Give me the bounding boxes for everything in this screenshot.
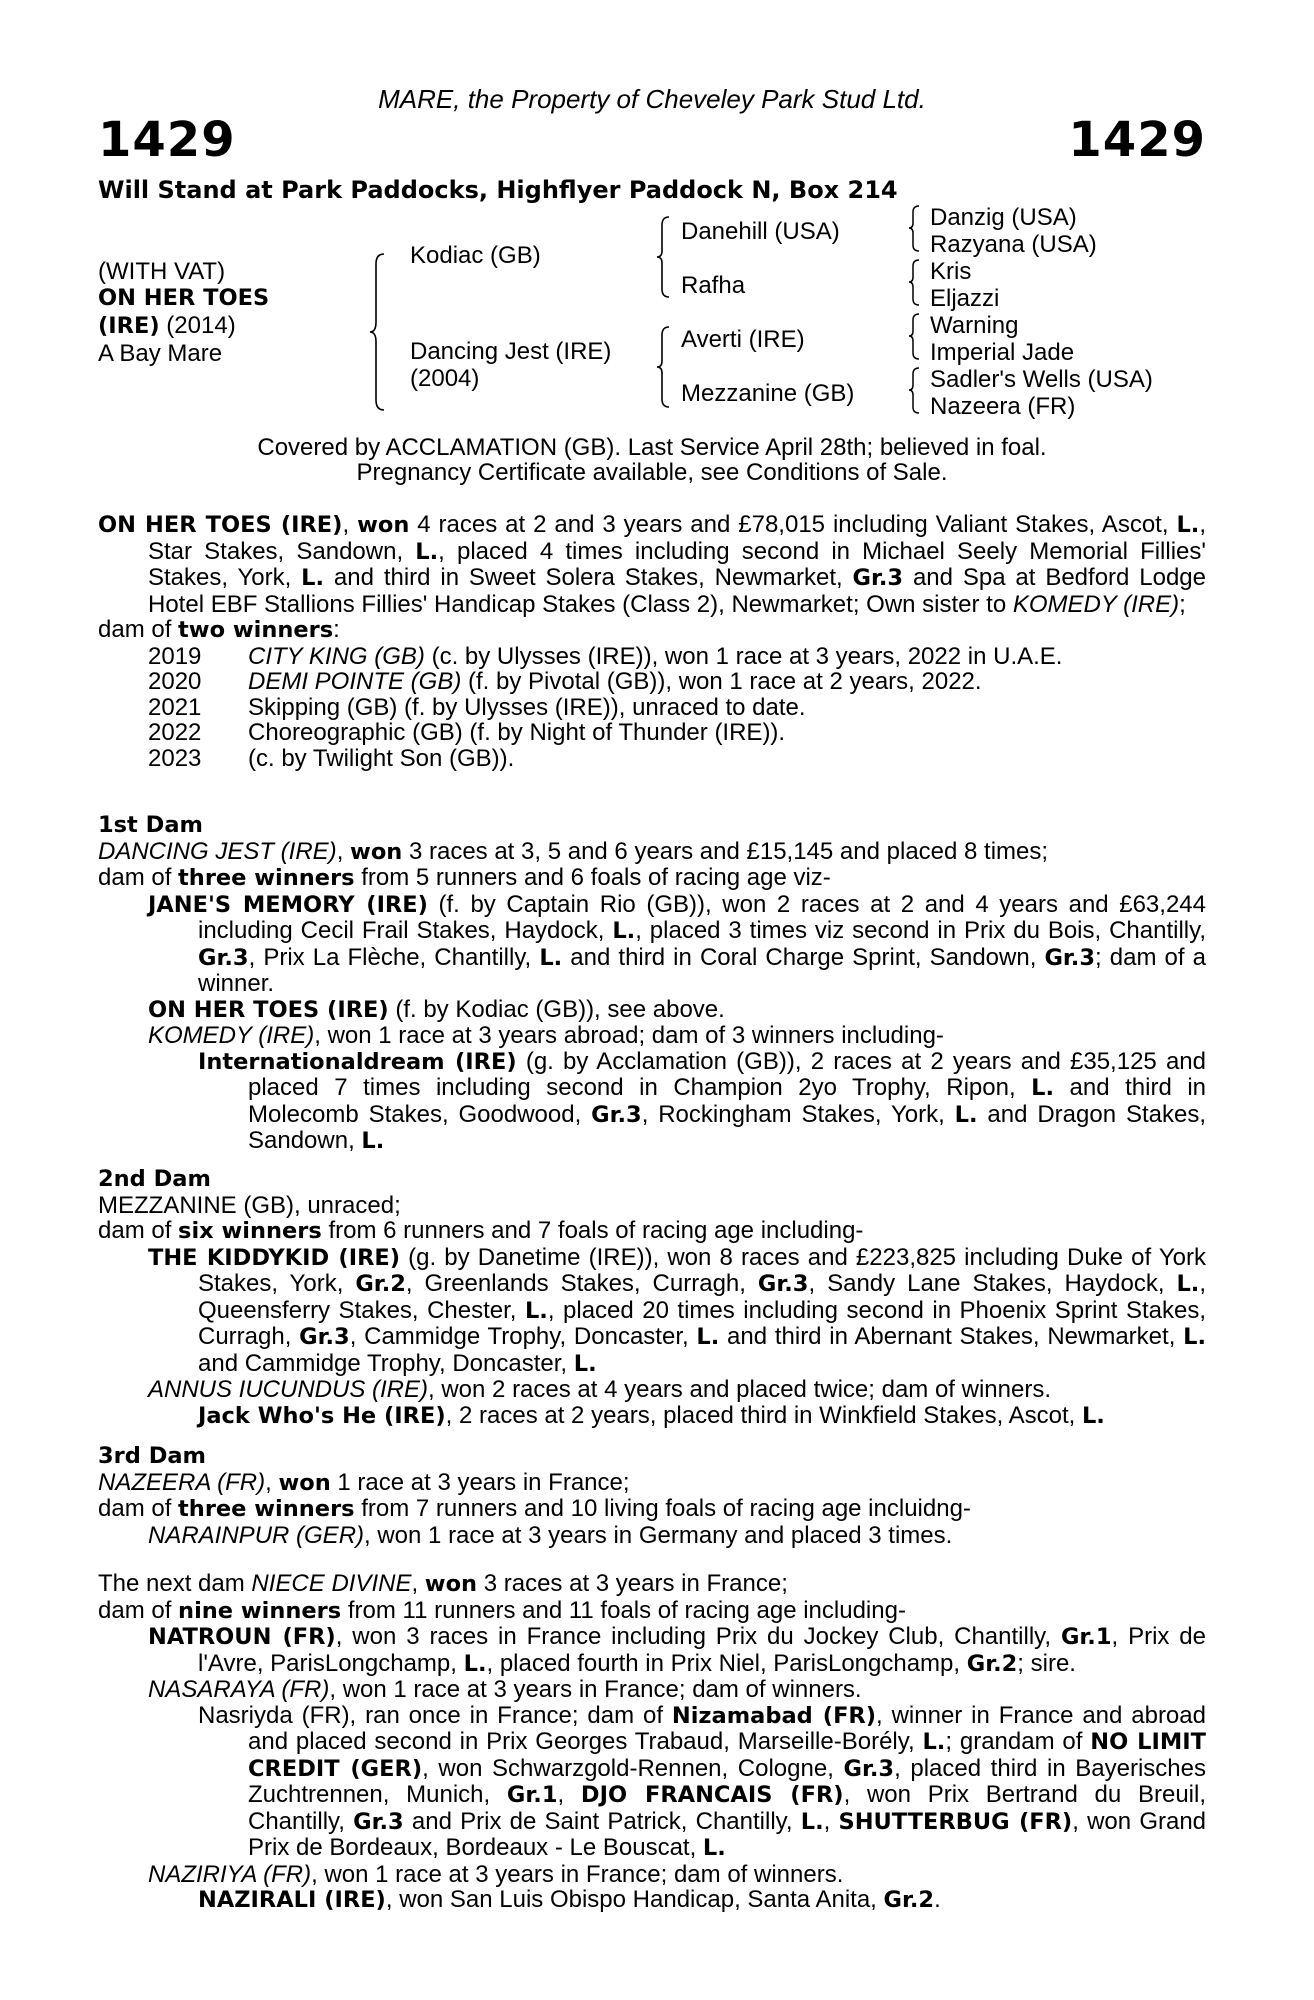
pedigree-brace-ss	[908, 204, 922, 254]
pedigree-dam-name: Dancing Jest (IRE)	[410, 338, 612, 365]
pedigree-ss: Danehill (USA)	[681, 218, 840, 245]
pedigree-dds: Sadler's Wells (USA)	[930, 366, 1153, 393]
progeny-komedy: KOMEDY (IRE), won 1 race at 3 years abroad; dam of 3 winners including-	[148, 1022, 944, 1049]
pedigree-ds: Averti (IRE)	[681, 326, 805, 353]
covered-line2: Pregnancy Certificate available, see Conditions of Sale.	[356, 459, 948, 486]
progeny-nasaraya: NASARAYA (FR), won 1 race at 3 years in France; dam of winners.	[148, 1676, 862, 1703]
pedigree-brace-ds	[908, 312, 922, 362]
horse-record	[98, 512, 1206, 771]
progeny-on-her-toes: ON HER TOES (IRE) (f. by Kodiac (GB)), see above.	[148, 995, 725, 1023]
foal-row: 2022 Choreographic (GB) (f. by Night of Thunder (IRE)).	[148, 719, 786, 746]
covered-note	[98, 435, 1206, 485]
second-dam-section	[98, 1167, 1206, 1429]
pedigree-brace-sire	[656, 215, 672, 299]
lot-number-right: 1429	[1068, 112, 1206, 168]
pedigree-dam-year: (2004)	[410, 365, 480, 392]
first-dam-record: DANCING JEST (IRE), won 3 races at 3, 5 and 6 years and £15,145 and placed 8 times;	[98, 837, 1049, 865]
next-dam-section	[98, 1571, 1206, 1914]
third-dam-section	[98, 1444, 1206, 1548]
horse-name-line1: ON HER TOES	[98, 285, 270, 311]
pedigree-brace-main	[368, 252, 388, 412]
horse-identity	[98, 258, 269, 367]
horse-description: A Bay Mare	[98, 340, 223, 367]
pedigree-dsd: Imperial Jade	[930, 339, 1075, 366]
pedigree-sdd: Eljazzi	[930, 285, 1000, 312]
pedigree-brace-dd	[908, 366, 922, 416]
pedigree-sire: Kodiac (GB)	[410, 242, 541, 269]
pedigree-brace-sd	[908, 258, 922, 308]
first-dam-heading: 1st Dam	[98, 812, 203, 838]
second-dam-record: MEZZANINE (GB), unraced;	[98, 1191, 401, 1219]
progeny-nazirali: NAZIRALI (IRE), won San Luis Obispo Handicap, Santa Anita, Gr.2.	[198, 1886, 941, 1913]
horse-year: (2014)	[159, 312, 236, 339]
third-dam-heading: 3rd Dam	[98, 1443, 206, 1469]
pedigree-brace-dam	[656, 325, 672, 409]
second-dam-produce: dam of six winners from 6 runners and 7 foals of racing age including-	[98, 1217, 864, 1244]
progeny-internationaldream: Internationaldream (IRE) (g. by Acclamation (GB)), 2 races at 2 years and £35,125 and placed 7 times including second in Champion 2yo Trophy, Ripon, L. and third in Molecomb Stakes, Goodwood, Gr.3, Rockingham Stakes, York, L. and Dragon Stakes, Sandown, L.	[198, 1047, 1207, 1154]
third-dam-produce: dam of three winners from 7 runners and 10 living foals of racing age incluidng-	[98, 1495, 971, 1522]
pedigree-dss: Warning	[930, 312, 1019, 339]
vat-note: (WITH VAT)	[98, 258, 226, 285]
progeny-the-kiddykid: THE KIDDYKID (IRE) (g. by Danetime (IRE)), won 8 races and £223,825 including Duke of York Stakes, York, Gr.2, Greenlands Stakes, Curragh, Gr.3, Sandy Lane Stakes, Haydock, L., Queensferry Stakes, Chester, L., placed 20 times including second in Phoenix Sprint Stakes, Curragh, Gr.3, Cammidge Trophy, Doncaster, L. and third in Abernant Stakes, Newmarket, L. and Cammidge Trophy, Doncaster, L.	[148, 1243, 1207, 1377]
pedigree-ssd: Razyana (USA)	[930, 231, 1097, 258]
progeny-nasriyda: Nasriyda (FR), ran once in France; dam of Nizamabad (FR), winner in France and abroad and placed second in Prix Georges Trabaud, Marseille-Borély, L.; grandam of NO LIMIT CREDIT (GER), won Schwarzgold-Rennen, Cologne, Gr.3, placed third in Bayerisches Zuchtrennen, Munich, Gr.1, DJO FRANCAIS (FR), won Prix Bertrand du Breuil, Chantilly, Gr.3 and Prix de Saint Patrick, Chantilly, L., SHUTTERBUG (FR), won Grand Prix de Bordeaux, Bordeaux - Le Bouscat, L.	[198, 1701, 1207, 1861]
first-dam-produce: dam of three winners from 5 runners and 6 foals of racing age viz-	[98, 864, 831, 891]
vendor-title: MARE, the Property of Cheveley Park Stud Ltd.	[378, 84, 926, 114]
pedigree-dd: Mezzanine (GB)	[681, 380, 855, 407]
foal-row: 2019 CITY KING (GB) (c. by Ulysses (IRE)), won 1 race at 3 years, 2022 in U.A.E.	[148, 642, 1063, 670]
pedigree-sds: Kris	[930, 258, 972, 285]
progeny-narainpur: NARAINPUR (GER), won 1 race at 3 years in Germany and placed 3 times.	[148, 1521, 953, 1549]
horse-summary: ON HER TOES (IRE), won 4 races at 2 and 3 years and £78,015 including Valiant Stakes, Ascot, L., Star Stakes, Sandown, L., placed 4 times including second in Michael Seely Memorial Fillies' Stakes, York, L. and third in Sweet Solera Stakes, Newmarket, Gr.3 and Spa at Bedford Lodge Hotel EBF Stallions Fillies' Handicap Stakes (Class 2), Newmarket; Own sister to KOMEDY (IRE);	[98, 511, 1206, 618]
foal-row: 2023 (c. by Twilight Son (GB)).	[148, 744, 515, 772]
progeny-jack-whos-he: Jack Who's He (IRE), 2 races at 2 years, placed third in Winkfield Stakes, Ascot, L.	[198, 1401, 1105, 1429]
third-dam-record: NAZEERA (FR), won 1 race at 3 years in France;	[98, 1468, 630, 1496]
progeny-natroun: NATROUN (FR), won 3 races in France including Prix du Jockey Club, Chantilly, Gr.1, Prix de l'Avre, ParisLongchamp, L., placed fourth in Prix Niel, ParisLongchamp, Gr.2; sire.	[148, 1623, 1206, 1677]
foal-row: 2021 Skipping (GB) (f. by Ulysses (IRE)), unraced to date.	[148, 693, 806, 721]
pedigree-dam	[410, 338, 611, 392]
catalogue-page	[98, 0, 1206, 2000]
stand-location: Will Stand at Park Paddocks, Highflyer Paddock N, Box 214	[98, 176, 898, 204]
progeny-janes-memory: JANE'S MEMORY (IRE) (f. by Captain Rio (GB)), won 2 races at 2 and 4 years and £63,244 including Cecil Frail Stakes, Haydock, L., placed 3 times viz second in Prix du Bois, Chantilly, Gr.3, Prix La Flèche, Chantilly, L. and third in Coral Charge Sprint, Sandown, Gr.3; dam of a winner.	[148, 890, 1206, 997]
covered-line1: Covered by ACCLAMATION (GB). Last Service April 28th; believed in foal.	[257, 434, 1047, 461]
lot-number-left: 1429	[98, 112, 236, 168]
pedigree-sd: Rafha	[681, 272, 746, 299]
next-dam-produce: dam of nine winners from 11 runners and 11 foals of racing age including-	[98, 1596, 906, 1624]
first-dam-section	[98, 813, 1206, 1155]
next-dam-record: The next dam NIECE DIVINE, won 3 races at 3 years in France;	[98, 1570, 788, 1597]
second-dam-heading: 2nd Dam	[98, 1166, 211, 1192]
horse-name-line2: (IRE)	[98, 313, 160, 339]
progeny-annus-iucundus: ANNUS IUCUNDUS (IRE), won 2 races at 4 years and placed twice; dam of winners.	[148, 1376, 1051, 1403]
foal-row: 2020 DEMI POINTE (GB) (f. by Pivotal (GB)), won 1 race at 2 years, 2022.	[148, 668, 982, 695]
pedigree-ddd: Nazeera (FR)	[930, 393, 1076, 420]
progeny-naziriya: NAZIRIYA (FR), won 1 race at 3 years in France; dam of winners.	[148, 1860, 844, 1888]
produce-heading: dam of two winners:	[98, 616, 340, 643]
pedigree-sss: Danzig (USA)	[930, 204, 1077, 231]
